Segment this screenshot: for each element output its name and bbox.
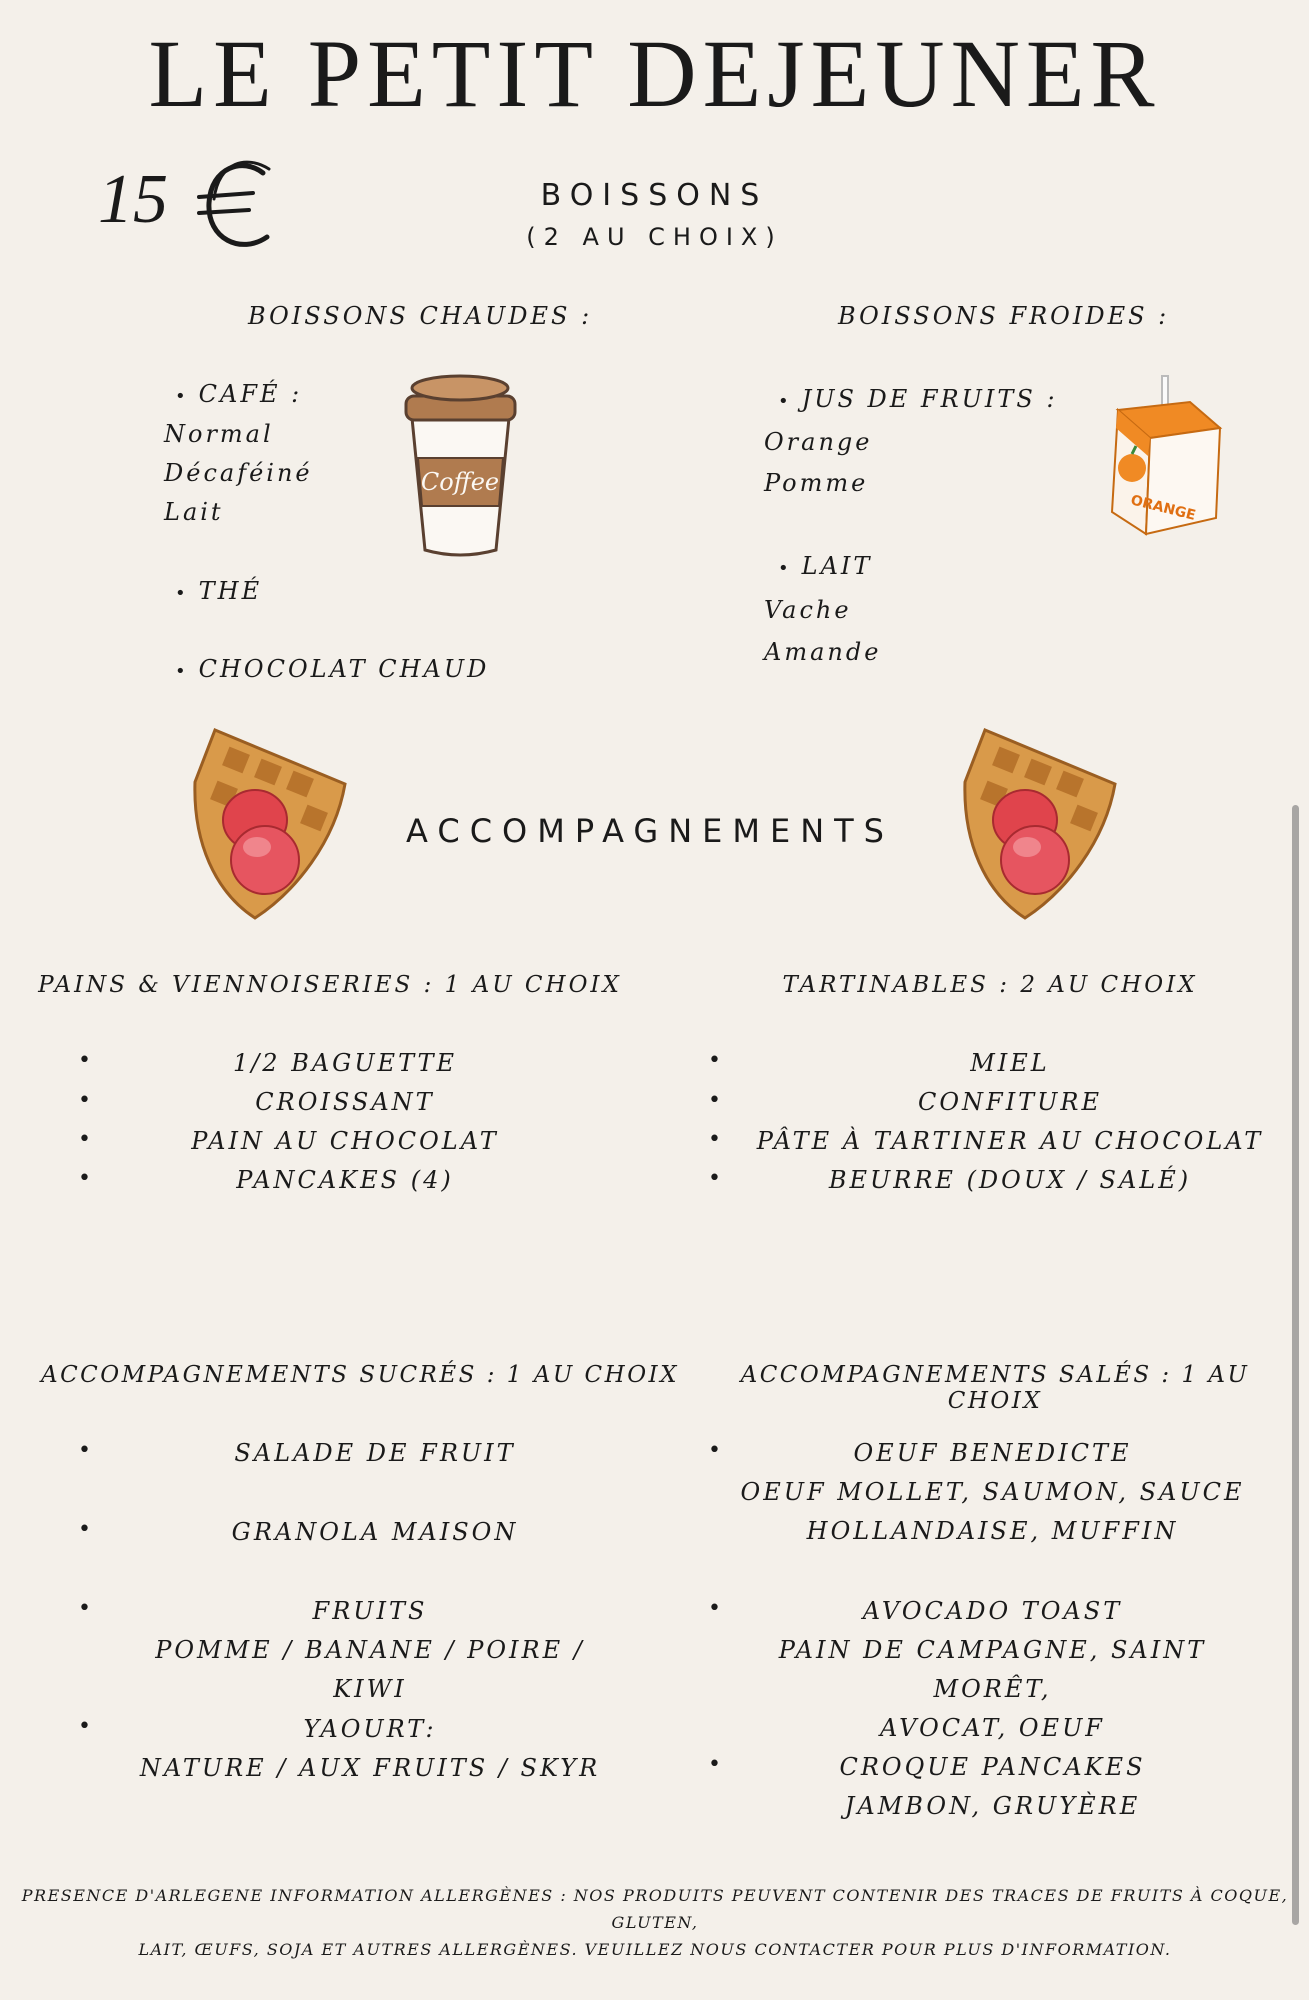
- coffee-cup-icon: [398, 370, 523, 560]
- boissons-title: BOISSONS: [540, 178, 769, 213]
- bullet: •: [778, 391, 792, 412]
- bullet: •: [78, 1166, 91, 1191]
- sucres-item-yaourt: [120, 1710, 620, 1788]
- scrollbar[interactable]: [1292, 805, 1299, 1925]
- bullet: •: [78, 1438, 91, 1463]
- footer-line: LAIT, ŒUFS, SOJA ET AUTRES ALLERGÈNES. VEUILLEZ NOUS CONTACTER POUR PLUS D'INFORMATION.: [138, 1940, 1172, 1959]
- bullet: •: [78, 1088, 91, 1113]
- jus-option: Pomme: [764, 469, 869, 497]
- bullet: •: [78, 1127, 91, 1152]
- sucres-item-salade: SALADE DE FRUIT: [234, 1439, 516, 1467]
- bullet: •: [175, 386, 189, 407]
- item-name: CROQUE PANCAKES: [839, 1753, 1146, 1781]
- bullet: •: [778, 558, 792, 579]
- tartinables-heading: TARTINABLES : 2 AU CHOIX: [782, 972, 1198, 998]
- bullet: •: [78, 1048, 91, 1073]
- boissons-subtitle: (2 AU CHOIX): [526, 223, 783, 251]
- bullet: •: [708, 1166, 721, 1191]
- lait-option: Vache: [764, 596, 852, 624]
- bullet: •: [175, 661, 189, 682]
- boissons-chaudes-heading: BOISSONS CHAUDES :: [248, 302, 593, 330]
- price-amount: 15: [98, 161, 168, 238]
- sales-item-avocado: [740, 1592, 1245, 1748]
- lait-item: [778, 547, 872, 588]
- jus-option: Orange: [764, 428, 873, 456]
- lait-label: LAIT: [801, 552, 873, 580]
- pains-heading: PAINS & VIENNOISERIES : 1 AU CHOIX: [38, 972, 622, 998]
- list-item: MIEL: [970, 1049, 1050, 1077]
- sucres-item-granola: GRANOLA MAISON: [231, 1518, 519, 1546]
- bullet: •: [708, 1438, 721, 1463]
- list-item: BEURRE (DOUX / SALÉ): [828, 1166, 1192, 1194]
- cafe-option: Lait: [164, 498, 224, 526]
- item-detail: PAIN DE CAMPAGNE, SAINT MORÊT,: [778, 1636, 1207, 1703]
- sucres-item-fruits: [120, 1592, 620, 1709]
- cafe-option: Normal: [164, 420, 274, 448]
- bullet: •: [175, 583, 189, 604]
- the-item: [175, 572, 262, 613]
- list-item: PAIN AU CHOCOLAT: [191, 1127, 499, 1155]
- bullet: •: [78, 1517, 91, 1542]
- list-item: CONFITURE: [918, 1088, 1102, 1116]
- list-item: CROISSANT: [255, 1088, 435, 1116]
- cafe-item: [175, 375, 302, 416]
- chocolat-item: [175, 650, 489, 691]
- bullet: •: [708, 1127, 721, 1152]
- item-detail: NATURE / AUX FRUITS / SKYR: [139, 1754, 601, 1782]
- item-name: OEUF BENEDICTE: [853, 1439, 1132, 1467]
- list-item: PÂTE À TARTINER AU CHOCOLAT: [756, 1127, 1264, 1155]
- boissons-froides-heading: BOISSONS FROIDES :: [838, 302, 1170, 330]
- jus-item: [778, 380, 1058, 421]
- bullet: •: [708, 1752, 721, 1777]
- cafe-label: CAFÉ :: [198, 380, 303, 408]
- bullet: •: [708, 1088, 721, 1113]
- bullet: •: [78, 1596, 91, 1621]
- item-name: AVOCADO TOAST: [862, 1597, 1123, 1625]
- item-detail: OEUF MOLLET, SAUMON, SAUCE: [740, 1478, 1245, 1506]
- footer-line: PRESENCE D'ARLEGENE INFORMATION ALLERGÈNES : NOS PRODUITS PEUVENT CONTENIR DES TRACES DE FRUITS À COQUE, GLUTEN,: [21, 1886, 1289, 1932]
- item-name: FRUITS: [312, 1597, 428, 1625]
- menu-title: LE PETIT DEJEUNER: [148, 20, 1161, 127]
- allergen-footer: [20, 1882, 1290, 1963]
- orange-juice-box-icon: [1098, 372, 1228, 542]
- bullet: •: [78, 1714, 91, 1739]
- item-detail: POMME / BANANE / POIRE / KIWI: [155, 1636, 585, 1703]
- list-item: PANCAKES (4): [236, 1166, 454, 1194]
- lait-option: Amande: [764, 638, 882, 666]
- lait-options: [764, 589, 881, 673]
- the-label: THÉ: [198, 577, 263, 605]
- jus-options: [764, 422, 872, 504]
- cafe-option: Décaféiné: [164, 459, 313, 487]
- item-detail: HOLLANDAISE, MUFFIN: [806, 1517, 1179, 1545]
- sales-heading: ACCOMPAGNEMENTS SALÉS : 1 AU CHOIX: [740, 1362, 1250, 1414]
- item-name: YAOURT:: [303, 1715, 437, 1743]
- accompagnements-title: ACCOMPAGNEMENTS: [406, 812, 894, 850]
- coffee-cup-label: Coffee: [420, 468, 500, 496]
- sucres-heading: ACCOMPAGNEMENTS SUCRÉS : 1 AU CHOIX: [40, 1362, 680, 1388]
- juice-box-label: ORANGE: [1129, 492, 1198, 524]
- list-item: 1/2 BAGUETTE: [232, 1049, 458, 1077]
- bullet: •: [708, 1048, 721, 1073]
- sales-item-croque: [740, 1748, 1245, 1826]
- pains-list: [120, 1044, 570, 1200]
- tartinables-list: [740, 1044, 1280, 1200]
- chocolat-label: CHOCOLAT CHAUD: [198, 655, 490, 683]
- item-detail: AVOCAT, OEUF: [880, 1714, 1105, 1742]
- bullet: •: [708, 1596, 721, 1621]
- waffle-icon: [955, 722, 1125, 922]
- sales-item-oeuf: [740, 1434, 1245, 1551]
- item-detail: JAMBON, GRUYÈRE: [844, 1792, 1141, 1820]
- jus-label: JUS DE FRUITS :: [801, 385, 1058, 413]
- cafe-options: [164, 415, 313, 532]
